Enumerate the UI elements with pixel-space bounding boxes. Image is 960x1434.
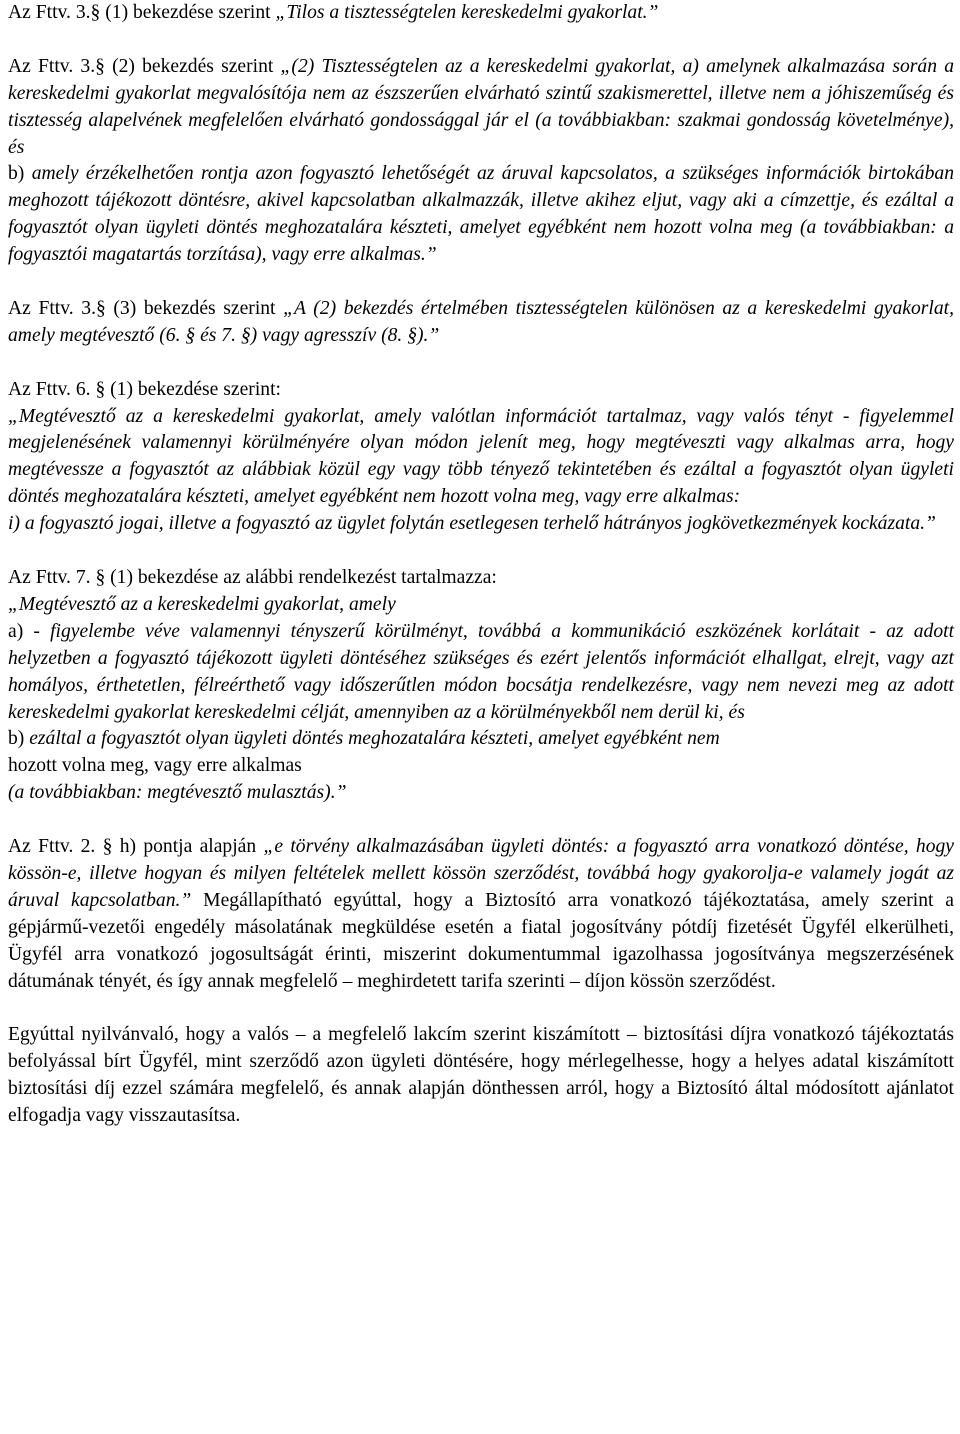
quoted-text: „Megtévesztő az a kereskedelmi gyakorlat, amely	[8, 593, 396, 615]
quoted-text: i) a fogyasztó jogai, illetve a fogyasztó az ügylet folytán esetlegesen terhelő hátrányos jogkövetkezmények kockázata.”	[8, 513, 936, 535]
point-label: b)	[8, 728, 30, 750]
quoted-text: „(2) Tisztességtelen az a kereskedelmi gyakorlat, a) amelynek alkalmazása során a kereskedelmi gyakorlat megvalósítója nem az észszerűen elvárható szintű szakismerettel, illetve nem a jóhiszeműség és tisztesség alapelvének megfelelően elvárható gondossággal jár el (a továbbiakban: szakmai gondosság követelménye), és	[8, 55, 954, 158]
body-text: hozott volna meg, vagy erre alkalmas	[8, 755, 302, 777]
quoted-text: „Tilos a tisztességtelen kereskedelmi gyakorlat.”	[275, 2, 659, 23]
citation-text: Az Fttv. 3.§ (2) bekezdés szerint	[8, 55, 281, 77]
para-2-h	[8, 834, 954, 995]
para-6-1	[8, 404, 954, 512]
spacer	[8, 350, 954, 377]
point-label: a)	[8, 620, 34, 642]
quoted-text: „Megtévesztő az a kereskedelmi gyakorlat, amely valótlan információt tartalmaz, vagy valós tényt - figyelemmel megjelenésének valamennyi körülményére olyan módon jelenít meg, hogy megtéveszti vagy alkalmas arra, hogy megtévessze a fogyasztót az alábbiak közül egy vagy több tényező tekintetében és ezáltal a fogyasztót olyan ügyleti döntés meghozatalára készteti, amelyet egyébként nem hozott volna meg, vagy erre alkalmas:	[8, 405, 954, 508]
citation-text: Az Fttv. 6. § (1) bekezdése szerint:	[8, 378, 281, 400]
para-7-1-intro	[8, 592, 954, 619]
spacer	[8, 27, 954, 54]
para-7-1-b	[8, 726, 954, 753]
point-label: b)	[8, 163, 32, 185]
spacer	[8, 538, 954, 565]
spacer	[8, 269, 954, 296]
spacer	[8, 995, 954, 1022]
body-text: Megállapítható egyúttal, hogy a Biztosító arra vonatkozó tájékoztatása, amely szerint a gépjármű-vezetői engedély másolatának megküldése esetén a fiatal jogosítvány pótdíj fizetését Ügyfél elkerülheti, Ügyfél arra vonatkozó jogosultságát érinti, miszerint dokumentummal igazolhassa jogosítványa megszerzésének dátumának tényét, és így annak megfelelő – meghirdetett tarifa szerinti – díjon kössön szerződést.	[8, 889, 954, 992]
para-tilos	[8, 0, 954, 27]
para-6-1-i	[8, 511, 954, 538]
para-6-1-heading	[8, 377, 954, 404]
quoted-text: - figyelembe véve valamennyi tényszerű körülményt, továbbá a kommunikáció eszközének korlátait - az adott helyzetben a fogyasztó tájékozott ügyleti döntéséhez szükséges és ezért jelentős információt elhallgat, elrejt, vagy azt homályos, érthetetlen, félreérthető vagy időszerűtlen módon bocsátja rendelkezésre, vagy nem nevezi meg az adott kereskedelmi gyakorlat kereskedelmi célját, amennyiben az a körülményekből nem derül ki, és	[8, 620, 955, 723]
para-7-1-b-cont	[8, 753, 954, 780]
quoted-text: amely érzékelhetően rontja azon fogyasztó lehetőségét az áruval kapcsolatos, a szükséges információk birtokában meghozott tájékozott döntésre, akivel kapcsolatban alkalmazzák, illetve akihez eljut, vagy aki a címzettje, és ezáltal a fogyasztót olyan ügyleti döntés meghozatalára készteti, amelyet egyébként nem hozott volna meg (a továbbiakban: a fogyasztói magatartás torzítása), vagy erre alkalmas.”	[8, 163, 954, 266]
quoted-text: „e törvény alkalmazásában ügyleti döntés: a fogyasztó arra vonatkozó döntése, hogy kössön-e, illetve hogyan és milyen feltételek mellett kössön szerződést, továbbá hogy gyakorolja-e valamely jogát az áruval kapcsolatban.”	[8, 836, 955, 911]
para-3-3	[8, 296, 954, 350]
para-7-1-a	[8, 619, 954, 727]
para-7-1-heading	[8, 565, 954, 592]
citation-text: Az Fttv. 3.§ (3) bekezdés szerint	[8, 297, 284, 319]
body-text: Egyúttal nyilvánvaló, hogy a valós – a megfelelő lakcím szerint kiszámított – biztosítási díjra vonatkozó tájékoztatás befolyással bírt Ügyfél, mint szerződő azon ügyleti döntésére, hogy mérlegelhesse, hogy a helyes adatal kiszámított biztosítási díj ezzel számára megfelelő, és annak alapján dönthessen arról, hogy a Biztosító által módosított ajánlatot elfogadja vagy visszautasítsa.	[8, 1024, 954, 1127]
para-3-2	[8, 54, 954, 162]
para-7-1-end	[8, 780, 954, 807]
para-3-2-b	[8, 161, 954, 269]
citation-text: Az Fttv. 7. § (1) bekezdése az alábbi rendelkezést tartalmazza:	[8, 566, 497, 588]
quoted-text: ezáltal a fogyasztót olyan ügyleti döntés meghozatalára készteti, amelyet egyébként nem	[29, 728, 720, 750]
quoted-text: „A (2) bekezdés értelmében tisztességtelen különösen az a kereskedelmi gyakorlat, amely megtévesztő (6. § és 7. §) vagy agresszív (8. §).”	[8, 297, 954, 346]
citation-text: Az Fttv. 2. § h) pontja alapján	[8, 836, 264, 858]
para-conclusion	[8, 1022, 954, 1130]
quoted-text: (a továbbiakban: megtévesztő mulasztás).”	[8, 782, 347, 804]
citation-text: Az Fttv. 3.§ (1) bekezdése szerint	[8, 2, 276, 23]
spacer	[8, 807, 954, 834]
